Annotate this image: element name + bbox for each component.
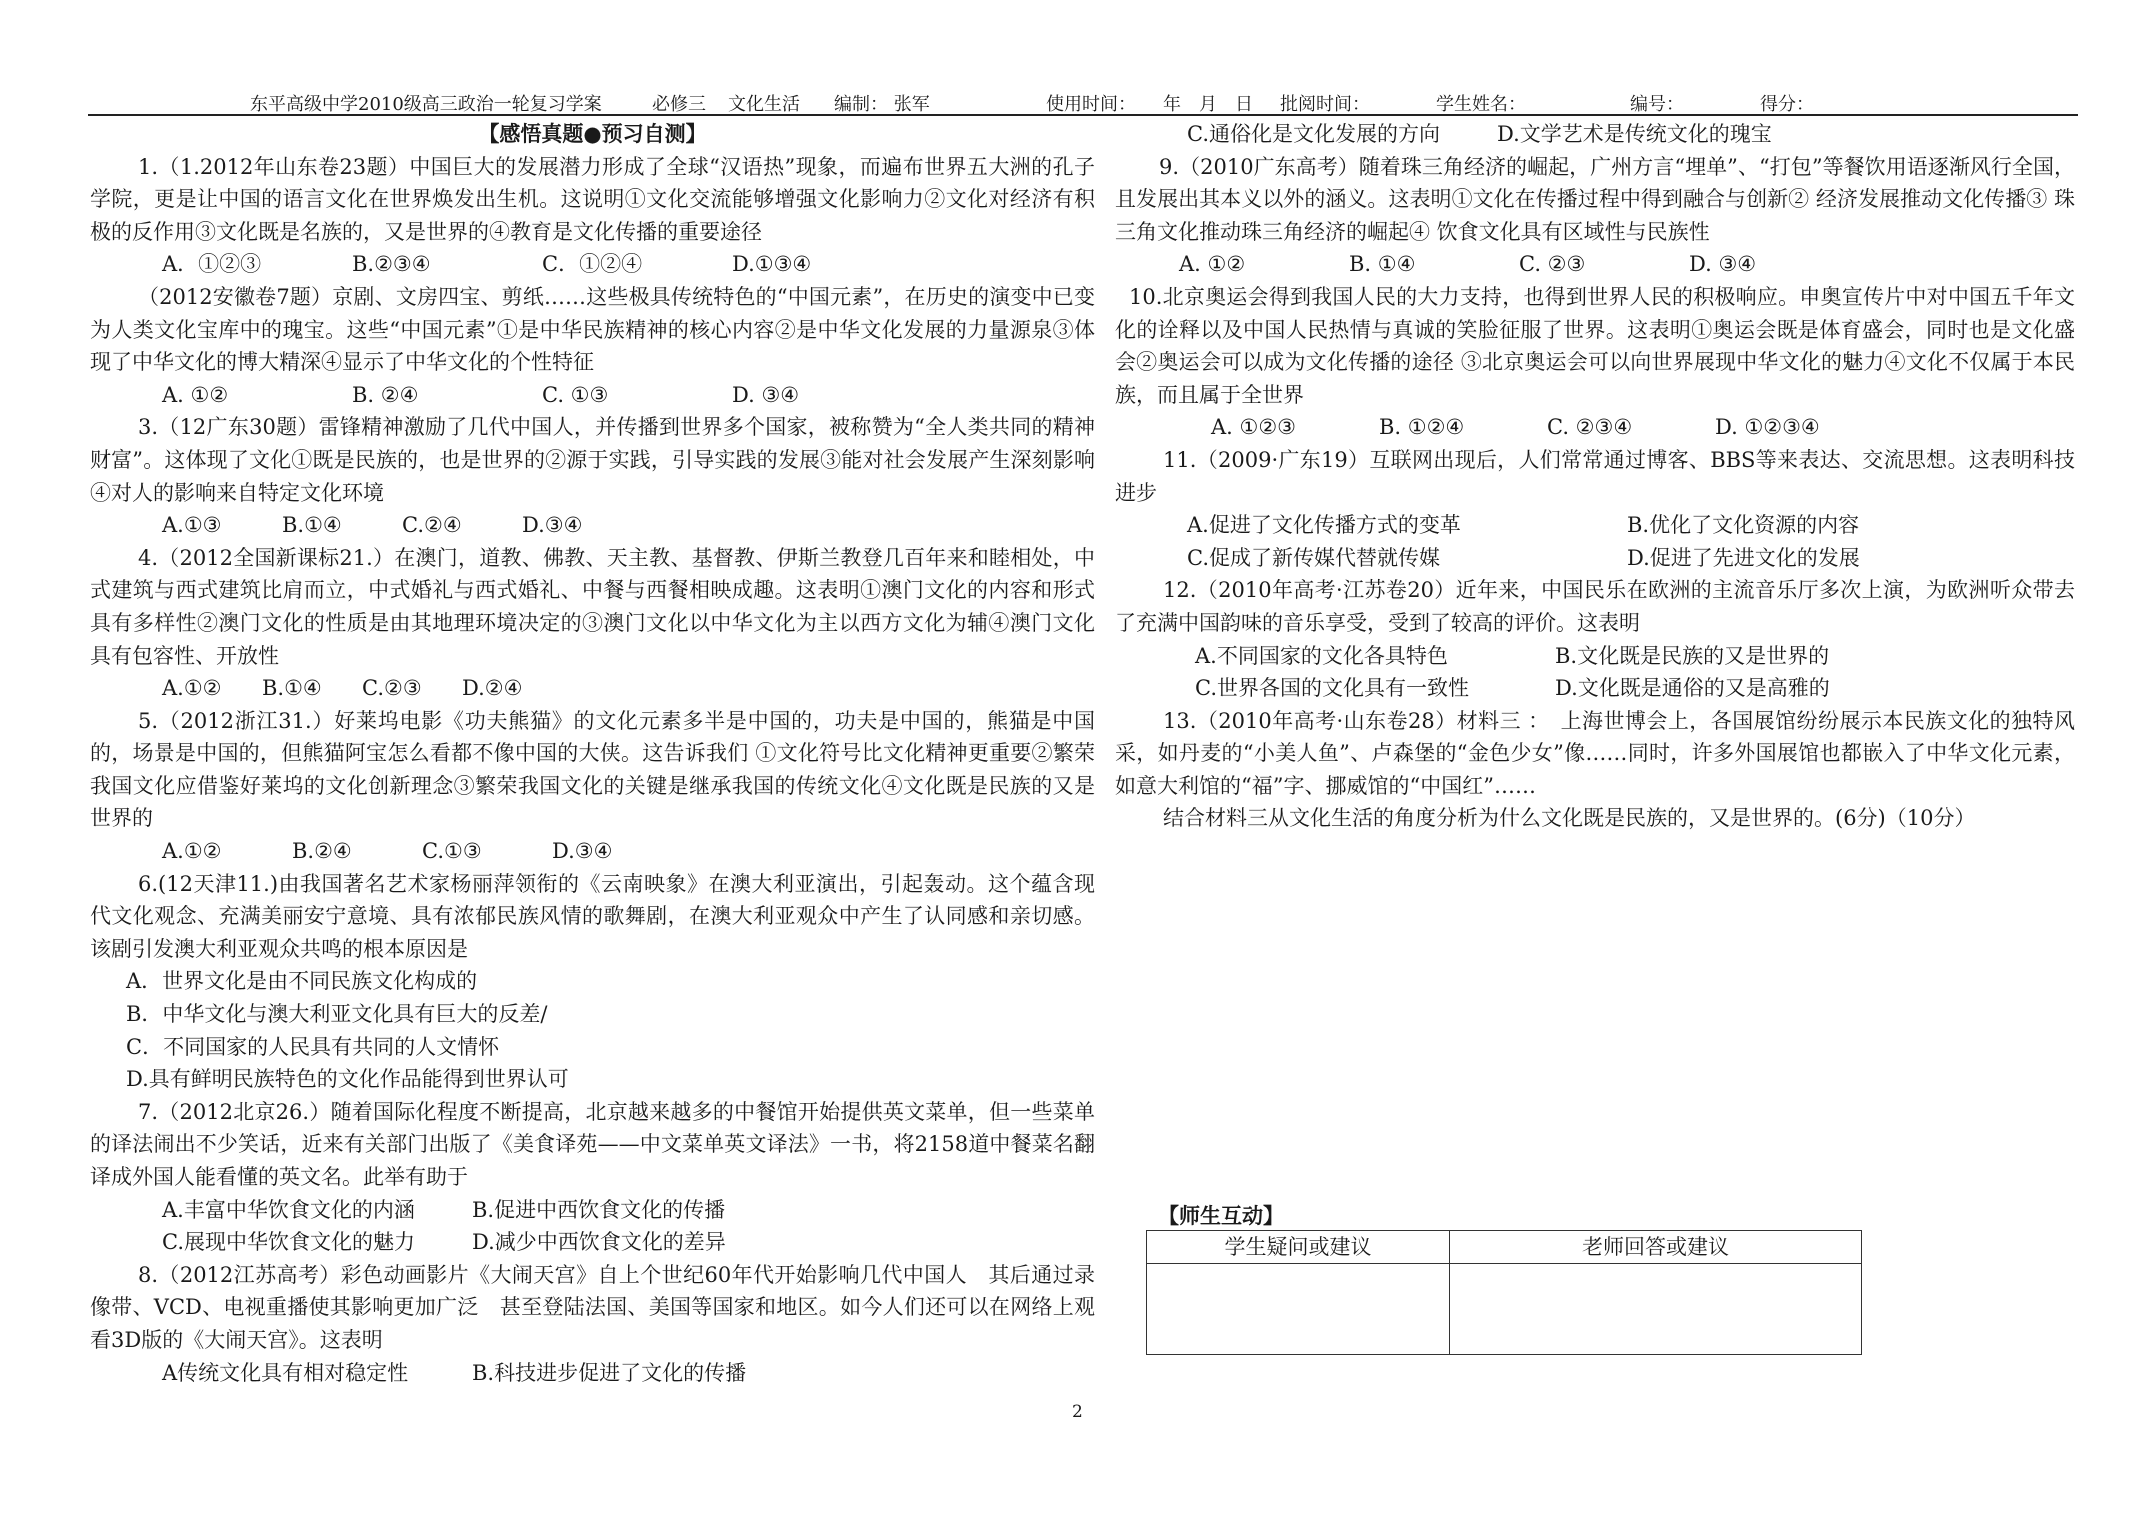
option: D.促进了先进文化的发展 <box>1627 545 1860 570</box>
left-column <box>90 118 1095 1389</box>
option: A．①②③ <box>162 252 262 277</box>
option: D.③④ <box>522 513 583 538</box>
teacher-answer-cell[interactable] <box>1450 1264 1862 1355</box>
question-9-options <box>1115 248 2075 281</box>
section-title: 【感悟真题●预习自测】 <box>478 121 707 146</box>
question-7-options-row-2 <box>90 1226 1095 1259</box>
interaction-table <box>1146 1230 1862 1355</box>
option: D. ③④ <box>1689 252 1757 277</box>
option: A.丰富中华饮食文化的内涵 <box>162 1197 415 1222</box>
option: D.①③④ <box>732 252 812 277</box>
page-header <box>88 88 2078 116</box>
header-editor: 编制： 张军 <box>834 94 930 115</box>
option: A.不同国家的文化各具特色 <box>1195 643 1448 668</box>
option: C. ①③ <box>542 382 609 407</box>
option: B.②③④ <box>352 252 431 277</box>
question-7-options-row-1 <box>90 1194 1095 1227</box>
student-answer-cell[interactable] <box>1147 1264 1450 1355</box>
header-score: 得分： <box>1760 94 1814 115</box>
question-10-options <box>1115 411 2075 444</box>
column-header-teacher: 老师回答或建议 <box>1450 1231 1862 1264</box>
option: A.促进了文化传播方式的变革 <box>1187 513 1461 538</box>
interaction-title: 【师生互动】 <box>1158 1203 1284 1228</box>
option: B.促进中西饮食文化的传播 <box>472 1197 726 1222</box>
question-6-stem: 6.(12天津11.)由我国著名艺术家杨丽萍领衔的《云南映象》在澳大利亚演出，引起轰动。这个蕴含现代文化观念、充满美丽安宁意境、具有浓郁民族风情的歌舞剧，在澳大利亚观众中产生了认同感和亲切感。该剧引发澳大利亚观众共鸣的根本原因是 <box>90 871 1095 961</box>
question-7-stem: 7.（2012北京26.）随着国际化程度不断提高，北京越来越多的中餐馆开始提供英文菜单，但一些菜单的译法闹出不少笑话，近来有关部门出版了《美食译苑——中文菜单英文译法》一书，将2158道中餐菜名翻译成外国人能看懂的英文名。此举有助于 <box>90 1099 1095 1189</box>
option: A.①② <box>162 839 222 864</box>
option: D.③④ <box>552 839 613 864</box>
question-11-stem: 11.（2009·广东19）互联网出现后，人们常常通过博客、BBS等来表达、交流思想。这表明科技进步 <box>1115 447 2075 505</box>
option: A. ①② <box>1179 252 1246 277</box>
question-5-stem: 5.（2012浙江31.）好莱坞电影《功夫熊猫》的文化元素多半是中国的，功夫是中国的，熊猫是中国的，场景是中国的，但熊猫阿宝怎么看都不像中国的大侠。这告诉我们 ①文化符号比文化精神更重要②繁荣我国文化应借鉴好莱坞的文化创新理念③繁荣我国文化的关键是继承我国的传统文化④文化既是民族的又是世界的 <box>90 708 1095 831</box>
option: A传统文化具有相对稳定性 <box>162 1360 409 1385</box>
option: A. ①② <box>162 382 229 407</box>
option: C. ②③④ <box>1547 415 1633 440</box>
option: C.促成了新传媒代替就传媒 <box>1187 545 1440 570</box>
option: B. ①②④ <box>1379 415 1465 440</box>
option: D.②④ <box>462 676 523 701</box>
question-11-options-row-2 <box>1115 542 2075 575</box>
page-number: 2 <box>1072 1402 1083 1422</box>
option: C. ②③ <box>1519 252 1586 277</box>
question-13-stem: 13.（2010年高考·山东卷28）材料三 ： 上海世博会上，各国展馆纷纷展示本民族文化的独特风采，如丹麦的“小美人鱼”、卢森堡的“金色少女”像……同时，许多外国展馆也都嵌入了中华文化元素，如意大利馆的“福”字、挪威馆的“中国红”…… <box>1115 708 2075 798</box>
option: B.科技进步促进了文化的传播 <box>472 1360 747 1385</box>
header-school: 东平高级中学2010级高三政治一轮复习学案 <box>250 94 602 115</box>
header-book: 必修三 <box>652 94 706 115</box>
option: C.②③ <box>362 676 422 701</box>
right-column <box>1115 118 2075 835</box>
header-student-name: 学生姓名： <box>1436 94 1526 115</box>
question-4-options <box>90 672 1095 705</box>
option: B.①④ <box>262 676 322 701</box>
option: B. ②④ <box>352 382 419 407</box>
question-3-stem: 3.（12广东30题）雷锋精神激励了几代中国人，并传播到世界多个国家，被称赞为“全人类共同的精神财富”。这体现了文化①既是民族的，也是世界的②源于实践，引导实践的发展③能对社会发展产生深刻影响④对人的影响来自特定文化环境 <box>90 415 1095 505</box>
header-review-time: 批阅时间： <box>1280 94 1370 115</box>
option: C.①③ <box>422 839 482 864</box>
option: B. ①④ <box>1349 252 1416 277</box>
header-use-time: 使用时间： 年 月 日 <box>1046 94 1253 115</box>
table-row <box>1147 1264 1862 1355</box>
option: D.具有鲜明民族特色的文化作品能得到世界认可 <box>126 1067 569 1092</box>
option: A.①③ <box>162 513 222 538</box>
question-8-options-row-1 <box>90 1357 1095 1390</box>
question-1-stem: 1.（1.2012年山东卷23题）中国巨大的发展潜力形成了全球“汉语热”现象，而遍布世界五大洲的孔子学院，更是让中国的语言文化在世界焕发出生机。这说明①文化交流能够增强文化影响力②文化对经济有积极的反作用③文化既是名族的，又是世界的④教育是文化传播的重要途径 <box>90 154 1095 244</box>
option: C.通俗化是文化发展的方向 <box>1187 122 1440 146</box>
option: C.世界各国的文化具有一致性 <box>1195 676 1469 701</box>
option: B．中华文化与澳大利亚文化具有巨大的反差/ <box>126 1002 548 1027</box>
header-number: 编号： <box>1630 94 1684 115</box>
table-header-row <box>1147 1231 1862 1264</box>
question-3-options <box>90 509 1095 542</box>
question-9-stem: 9.（2010广东高考）随着珠三角经济的崛起，广州方言“埋单”、“打包”等餐饮用语逐渐风行全国，且发展出其本义以外的涵义。这表明①文化在传播过程中得到融合与创新② 经济发展推动文化传播③ 珠三角文化推动珠三角经济的崛起④ 饮食文化具有区域性与民族性 <box>1115 154 2075 244</box>
question-5-options <box>90 835 1095 868</box>
option: C.②④ <box>402 513 462 538</box>
question-2-stem: （2012安徽卷7题）京剧、文房四宝、剪纸……这些极具传统特色的“中国元素”，在历史的演变中已变为人类文化宝库中的瑰宝。这些“中国元素”①是中华民族精神的核心内容②是中华文化发展的力量源泉③体现了中华文化的博大精深④显示了中华文化的个性特征 <box>90 284 1095 375</box>
option: C．①②④ <box>542 252 643 277</box>
option: C．不同国家的人民具有共同的人文情怀 <box>126 1034 500 1059</box>
option: B.②④ <box>292 839 352 864</box>
header-unit: 文化生活 <box>728 94 800 115</box>
question-8-stem: 8.（2012江苏高考）彩色动画影片《大闹天宫》自上个世纪60年代开始影响几代中国人 其后通过录像带、VCD、电视重播使其影响更加广泛 甚至登陆法国、美国等国家和地区。如今人们还可以在网络上观看3D版的《大闹天宫》。这表明 <box>90 1262 1095 1352</box>
question-4-stem: 4.（2012全国新课标21.）在澳门，道教、佛教、天主教、基督教、伊斯兰教登几百年来和睦相处，中式建筑与西式建筑比肩而立，中式婚礼与西式婚礼、中餐与西餐相映成趣。这表明①澳门文化的内容和形式具有多样性②澳门文化的性质是由其地理环境决定的③澳门文化以中华文化为主以西方文化为辅④澳门文化具有包容性、开放性 <box>90 545 1095 668</box>
option: B.文化既是民族的又是世界的 <box>1555 643 1830 668</box>
question-12-stem: 12.（2010年高考·江苏卷20）近年来，中国民乐在欧洲的主流音乐厅多次上演，为欧洲听众带去了充满中国韵味的音乐享受，受到了较高的评价。这表明 <box>1115 578 2075 635</box>
question-11-options-row-1 <box>1115 509 2075 542</box>
option: D.文学艺术是传统文化的瑰宝 <box>1497 122 1772 146</box>
option: B.优化了文化资源的内容 <box>1627 513 1860 538</box>
question-13-prompt: 结合材料三从文化生活的角度分析为什么文化既是民族的，又是世界的。(6分)（10分） <box>1163 806 1976 831</box>
option: A.①② <box>162 676 222 701</box>
option: D. ③④ <box>732 382 800 407</box>
question-2-options <box>90 379 1095 412</box>
option: D. ①②③④ <box>1715 415 1820 440</box>
option: A. ①②③ <box>1211 415 1296 440</box>
option: B.①④ <box>282 513 342 538</box>
question-12-options-row-1 <box>1115 640 2075 673</box>
question-12-options-row-2 <box>1115 672 2075 705</box>
option: C.展现中华饮食文化的魅力 <box>162 1230 415 1255</box>
question-10-stem: 10.北京奥运会得到我国人民的大力支持，也得到世界人民的积极响应。申奥宣传片中对中国五千年文化的诠释以及中国人民热情与真诚的笑脸征服了世界。这表明①奥运会既是体育盛会，同时也是文化盛会②奥运会可以成为文化传播的途径 ③北京奥运会可以向世界展现中华文化的魅力④文化不仅属于本民族，而且属于全世界 <box>1115 284 2075 407</box>
option: D.减少中西饮食文化的差异 <box>472 1230 726 1255</box>
question-1-options <box>90 248 1095 281</box>
column-header-student: 学生疑问或建议 <box>1147 1231 1450 1264</box>
question-8-options-row-2 <box>1115 118 2075 151</box>
option: D.文化既是通俗的又是高雅的 <box>1555 676 1830 701</box>
option: A．世界文化是由不同民族文化构成的 <box>126 969 478 994</box>
